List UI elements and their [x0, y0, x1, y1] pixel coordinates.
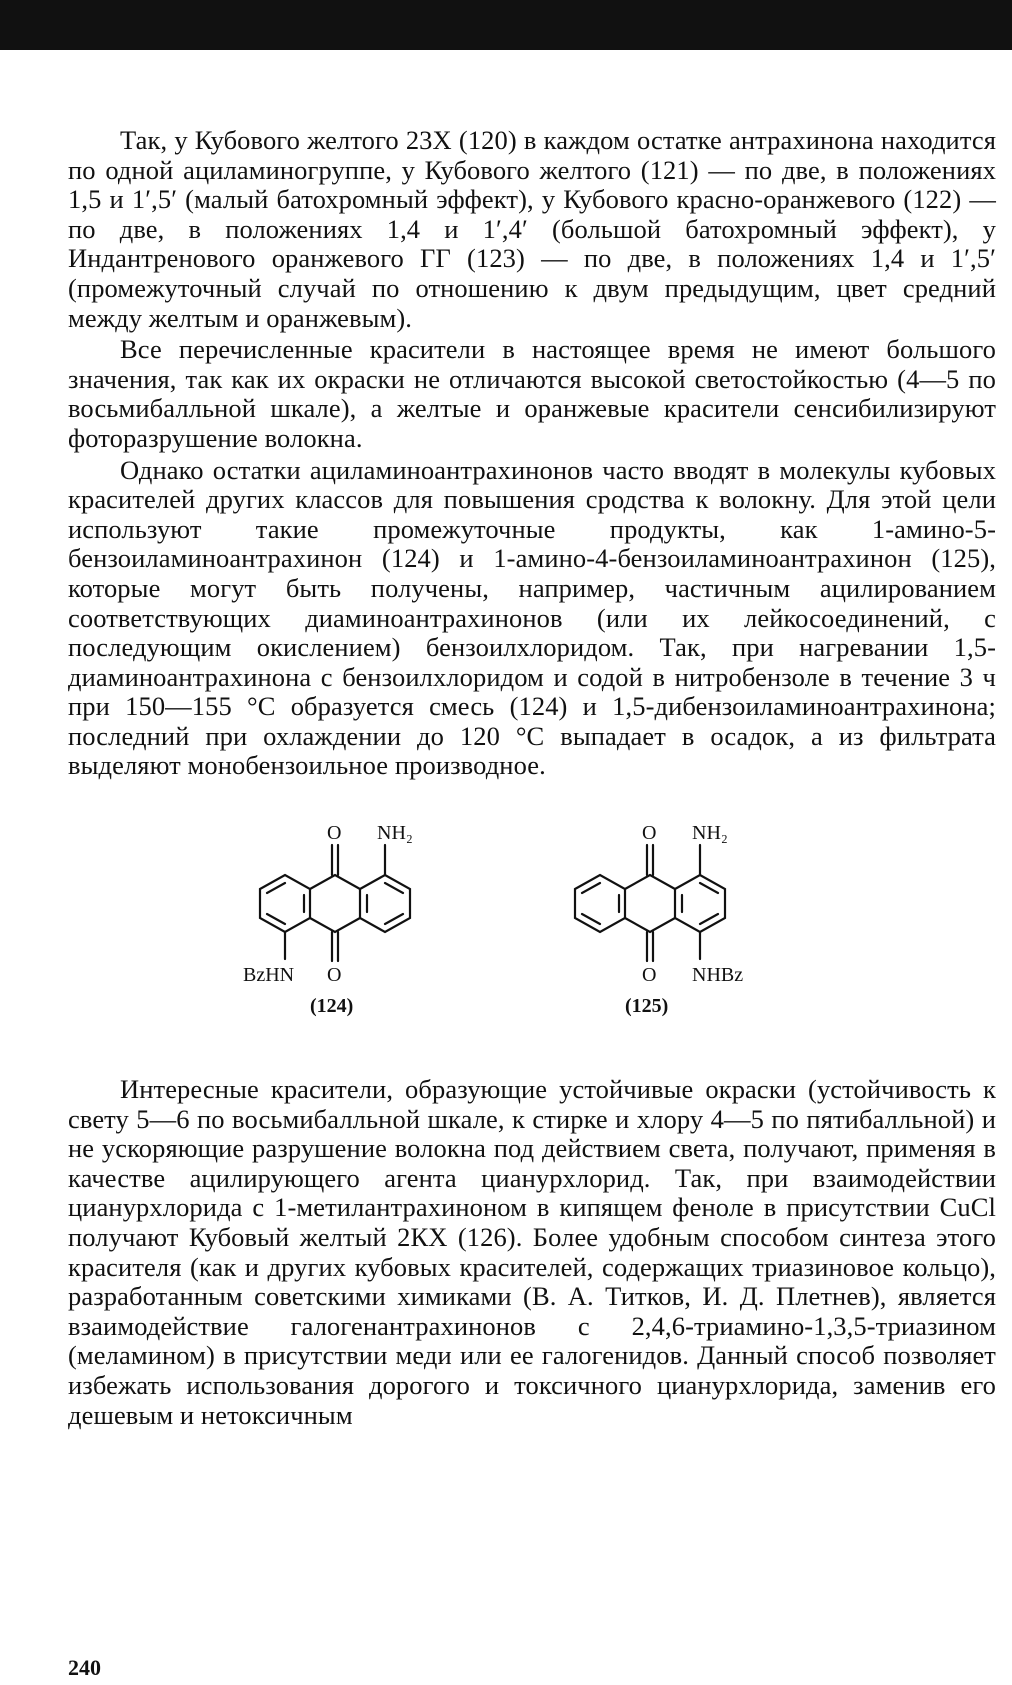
- structure-drawings: [68, 809, 996, 1059]
- structures-figure: [68, 809, 996, 1059]
- page-body: [68, 126, 996, 1430]
- s125-top-substituent: NH₂: [692, 822, 728, 845]
- structure-125: [575, 822, 743, 1017]
- page-number: 240: [68, 1655, 101, 1680]
- structure-124: [243, 822, 413, 1017]
- s125-top-oxygen: O: [642, 822, 657, 845]
- paragraph-1: Так, у Кубового желтого 23Х (120) в каждом остатке антрахинона находится по одной ациламиногруппе, у Кубового желтого (121) — по две, в положениях 1,5 и 1′,5′ (малый батохромный эффект), у Кубового красно-оранжевого (122) — по две, в положениях 1,4 и 1′,4′ (большой батохромный эффект), у Индантренового оранжевого ГГ (123) — по две, в положениях 1,4 и 1′,5′ (промежуточный случай по отношению к двум предыдущим, цвет средний между желтым и оранжевым).: [68, 125, 996, 333]
- s125-bottom-substituent: NHBz: [692, 964, 744, 987]
- scan-top-border: [0, 0, 1012, 50]
- s124-top-oxygen: O: [327, 822, 342, 845]
- s125-number: (125): [625, 995, 669, 1018]
- paragraph-2: Все перечисленные красители в настоящее время не имеют большого значения, так как их окраски не отличаются высокой светостойкостью (4—5 по восьмибалльной шкале), а желтые и оранжевые красители сенсибилизируют фоторазрушение волокна.: [68, 334, 996, 453]
- paragraph-4: Интересные красители, образующие устойчивые окраски (устойчивость к свету 5—6 по восьмибалльной шкале, к стирке и хлору 4—5 по пятибалльной) и не ускоряющие разрушение волокна под действием света, получают, применяя в качестве ацилирующего агента цианурхлорид. Так, при взаимодействии цианурхлорида с 1-метилантрахиноном в кипящем феноле в присутствии CuCl получают Кубовый желтый 2КХ (126). Более удобным способом синтеза этого красителя (как и других кубовых красителей, содержащих триазиновое кольцо), разработанным советскими химиками (В. А. Титков, И. Д. Плетнев), является взаимодействие галогенантрахинонов с 2,4,6-триамино-1,3,5-триазином (меламином) в присутствии меди или ее галогенидов. Данный способ позволяет избежать использования дорогого и токсичного цианурхлорида, заменив его дешевым и нетоксичным: [68, 1074, 996, 1430]
- paragraph-3: Однако остатки ациламиноантрахинонов часто вводят в молекулы кубовых красителей других классов для повышения сродства к волокну. Для этой цели используют такие промежуточные продукты, как 1-амино-5-бензоиламиноантрахинон (124) и 1-амино-4-бензоиламиноантрахинон (125), которые могут быть получены, например, частичным ацилированием соответствующих диаминоантрахинонов (или их лейкосоединений, с последующим окислением) бензоилхлоридом. Так, при нагревании 1,5-диаминоантрахинона с бензоилхлоридом и содой в нитробензоле в течение 3 ч при 150—155 °С образуется смесь (124) и 1,5-дибензоиламиноантрахинона; последний при охлаждении до 120 °С выпадает в осадок, а из фильтрата выделяют монобензоильное производное.: [68, 454, 996, 781]
- s124-bottom-substituent: BzHN: [243, 964, 295, 987]
- s124-bottom-oxygen: O: [327, 964, 342, 987]
- s124-number: (124): [310, 995, 354, 1018]
- s124-top-substituent: NH₂: [377, 822, 413, 845]
- s125-bottom-oxygen: O: [642, 964, 657, 987]
